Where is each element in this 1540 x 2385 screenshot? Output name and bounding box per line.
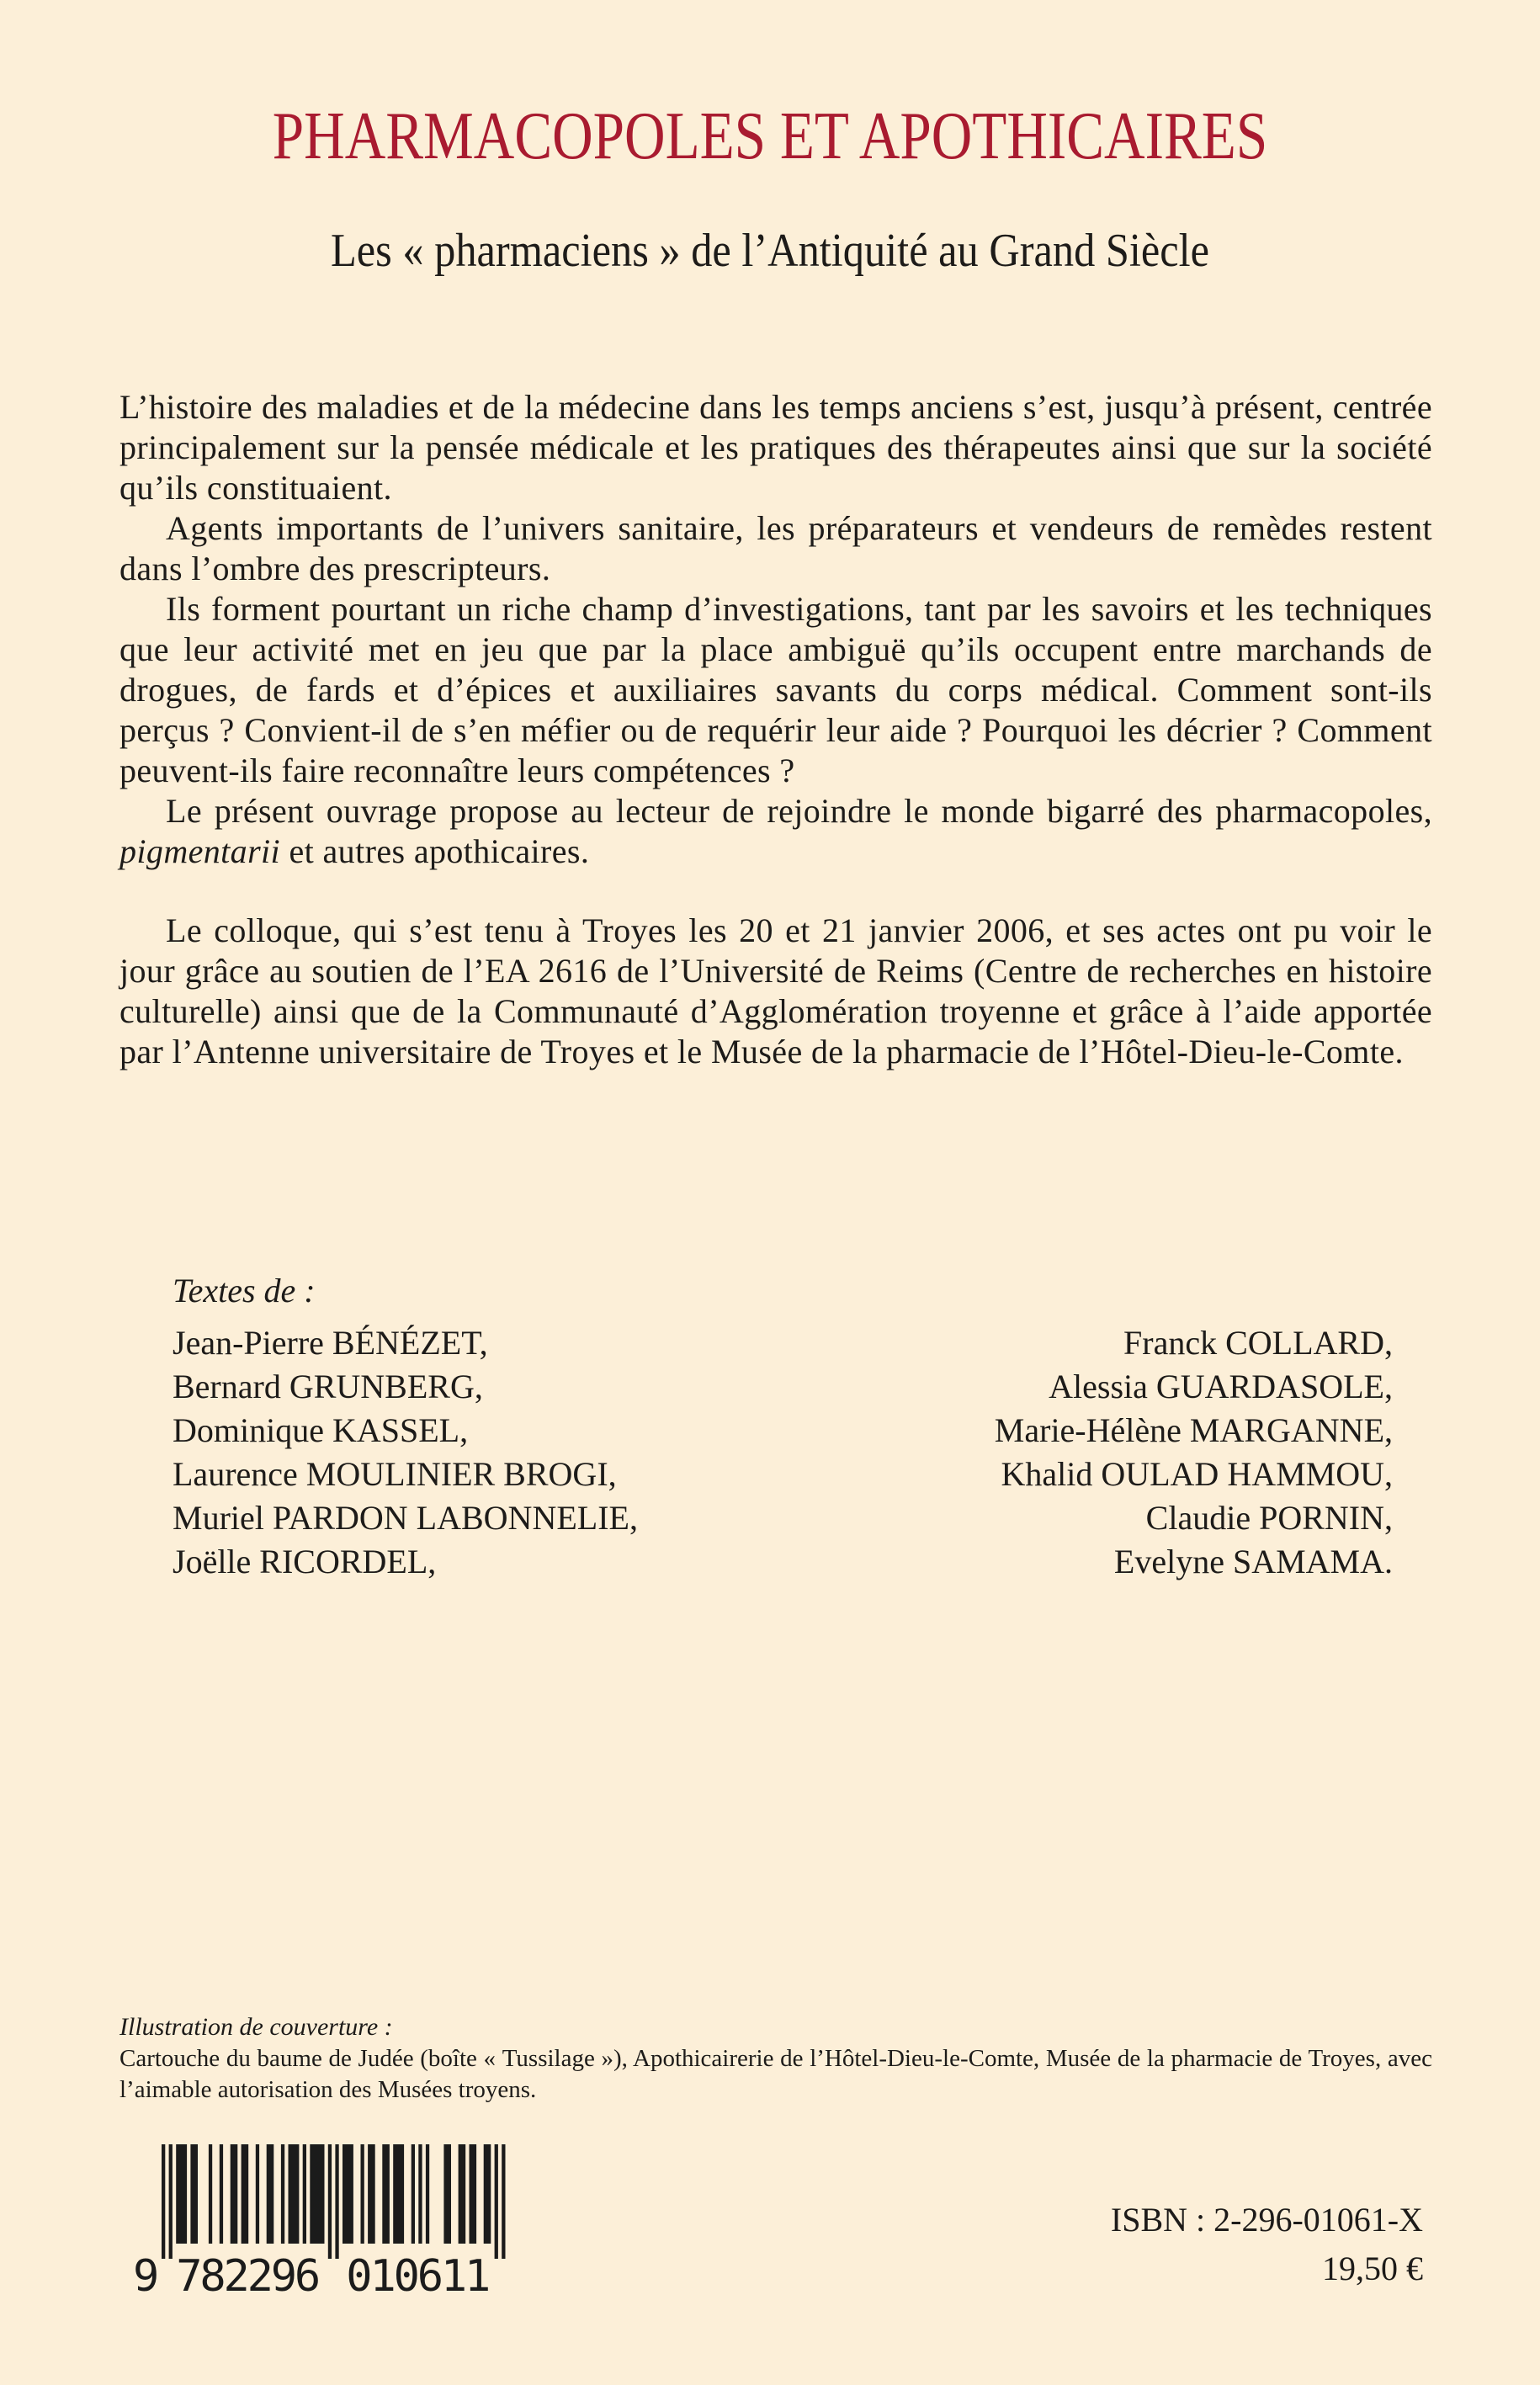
blurb-paragraph-1: L’histoire des maladies et de la médecine dans les temps anciens s’est, jusqu’à présent, centrée principalement sur la pensée médicale et les pratiques des thérapeutes ainsi que sur la société qu’ils constituaient.: [119, 388, 1432, 507]
blurb-paragraph-colloque: Le colloque, qui s’est tenu à Troyes les 20 et 21 janvier 2006, et ses actes ont pu voir le jour grâce au soutien de l’EA 2616 de l’Université de Reims (Centre de recherches en histoire culturelle) ainsi que de la Communauté d’Agglomération troyenne et grâce à l’aide apportée par l’Antenne universitaire de Troyes et le Musée de la pharmacie de l’Hôtel-Dieu-le-Comte.: [119, 911, 1432, 1070]
blurb: [119, 387, 1432, 1072]
svg-text:010611: 010611: [346, 2251, 491, 2296]
author-name: Evelyne SAMAMA.: [1113, 1543, 1393, 1580]
author-name: Khalid OULAD HAMMOU,: [1001, 1455, 1393, 1493]
authors-right-column: [995, 1321, 1393, 1584]
book-title: PHARMACOPOLES ET APOTHICAIRES: [272, 99, 1268, 173]
author-name: Franck COLLARD,: [1123, 1324, 1393, 1362]
author-name: Bernard GRUNBERG,: [173, 1368, 483, 1405]
svg-text:9: 9: [133, 2251, 160, 2296]
barcode-svg: [123, 2144, 518, 2296]
author-name: Alessia GUARDASOLE,: [1049, 1368, 1393, 1405]
authors-columns: [173, 1321, 1393, 1584]
author-name: Claudie PORNIN,: [1145, 1499, 1393, 1537]
author-name: Dominique KASSEL,: [173, 1411, 469, 1449]
cover-illustration-credit: [119, 2011, 1432, 2106]
isbn-text: ISBN : 2-296-01061-X: [1110, 2201, 1423, 2239]
blurb-paragraph-2: Agents importants de l’univers sanitaire, les préparateurs et vendeurs de remèdes restent dans l’ombre des prescripteurs.: [119, 509, 1432, 587]
book-subtitle: Les « pharmaciens » de l’Antiquité au Grand Siècle: [330, 225, 1210, 277]
blurb-paragraph-3: Ils forment pourtant un riche champ d’investigations, tant par les savoirs et les techniques que leur activité met en jeu que par la place ambiguë qu’ils occupent entre marchands de drogues, de fards et d’épices et auxiliaires savants du corps médical. Comment sont-ils perçus ? Convient-il de s’en méfier ou de requérir leur aide ? Pourquoi les décrier ? Comment peuvent-ils faire reconnaître leurs compétences ?: [119, 590, 1432, 789]
blurb-paragraph-4-latin-term: pigmentarii: [119, 832, 281, 870]
svg-text:782296: 782296: [176, 2251, 321, 2296]
author-name: Joëlle RICORDEL,: [173, 1543, 437, 1580]
credit-heading: Illustration de couverture :: [119, 2013, 393, 2041]
authors-section: [173, 1272, 1393, 1584]
blurb-paragraph-4: [119, 791, 1432, 872]
author-name: Muriel PARDON LABONNELIE,: [173, 1499, 638, 1537]
isbn-price-block: [1111, 2202, 1423, 2287]
credit-text: Cartouche du baume de Judée (boîte « Tussilage »), Apothicairerie de l’Hôtel-Dieu-le-Comte, Musée de la pharmacie de Troyes, avec l’aimable autorisation des Musées troyens.: [119, 2045, 1432, 2103]
author-name: Laurence MOULINIER BROGI,: [173, 1455, 617, 1493]
barcode: [123, 2144, 518, 2296]
author-name: Marie-Hélène MARGANNE,: [994, 1411, 1393, 1449]
authors-left-column: [173, 1321, 638, 1584]
author-name: Jean-Pierre BÉNÉZET,: [173, 1324, 488, 1362]
authors-heading: Textes de :: [173, 1272, 316, 1309]
blurb-paragraph-4-pre: Le présent ouvrage propose au lecteur de rejoindre le monde bigarré des pharmacopoles,: [166, 792, 1432, 830]
blurb-paragraph-4-post: et autres apothicaires.: [280, 832, 590, 870]
price-text: 19,50 €: [1322, 2250, 1423, 2287]
